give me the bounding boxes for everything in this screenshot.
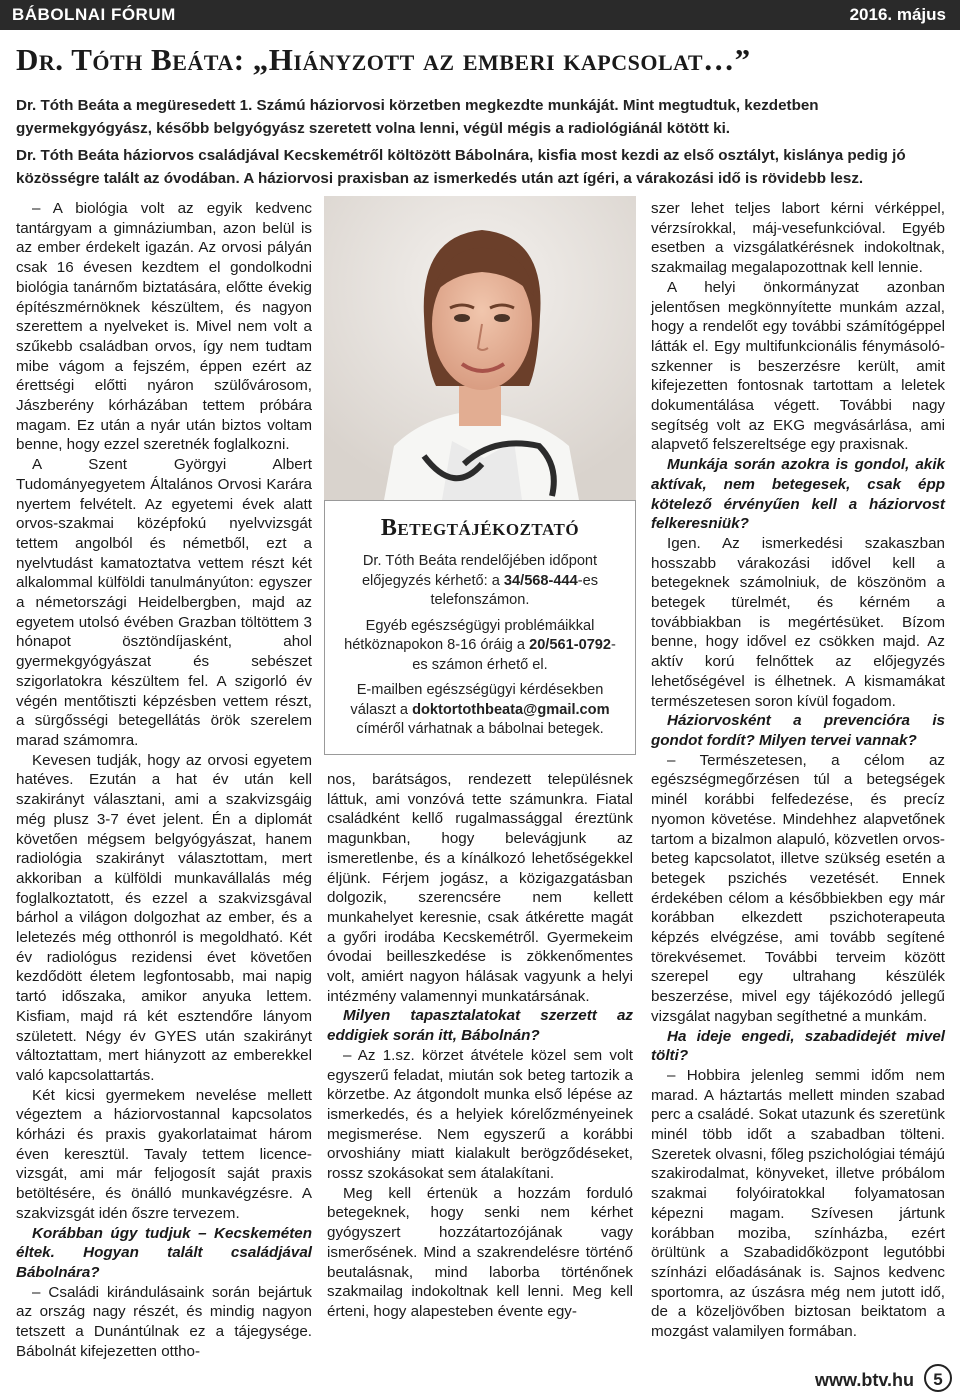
body-paragraph: Kevesen tudják, hogy az orvosi egyetem hatéves. Ezután a hat év után kell szakirányt választani, ami a szakvizsgáig még plusz 3-7 évet jelent. Én a diplomát követően mégsem belgyógyászat, hanem radiológia szakirányt választottam, mert akkoriban a külföldi munkavállalás még foglalkoztatott, és ezzel a szakvizsgával bárhol a világon dolgozhat az ember, és a leletezés még otthonról is megoldható. Két év radiológus rezidensi évet követően kezdődött életem legfontosabb, mai napig tartó időszaka, amikor anyuka lettem. Kisfiam, majd rá két esztendőre lányom született. Négy év GYES után szakirányt változtattam, mert hiányzott az emberekkel való kapcsolattartás.	[16, 751, 312, 1084]
interview-question: Munkája során azokra is gondol, akik aktívak, nem betegesek, csak épp kötelező érvényűen kell a háziorvost felkeresniük?	[651, 456, 945, 533]
body-paragraph: – A biológia volt az egyik kedvenc tantárgyam a gimnáziumban, azon belül is az ember érdekelt igazán. Az orvosi pályán csak 16 évesen kezdtem el gondolkodni biológia tanárnőm biztatására, előtte évekig építészmérnöknek készültem, és nagyon szerettem a nyelveket is. Mivel nem volt a szűkebb családban orvos, így nem tudtam mibe vágom a fejszém, éppen ezért az érettségi előtti nyáron szülővárosom, Jászberény kórházában tettem próbára magam. Ez után a nyár után biztos voltam benne, hogy ezzel szeretnék foglalkozni.	[16, 200, 312, 454]
info-text: címéről várhatnak a bábolnai betegek.	[356, 721, 604, 737]
interview-question: Korábban úgy tudjuk – Kecskeméten éltek. Hogyan talált családjával Bábolnára?	[16, 1224, 312, 1281]
info-appointment	[339, 552, 621, 611]
article-headline: Dr. Tóth Beáta: „Hiányzott az emberi kapcsolat…”	[16, 42, 751, 77]
info-box-title: Betegtájékoztató	[380, 515, 580, 541]
email-link[interactable]: doktortothbeata@gmail.com	[412, 701, 610, 718]
publication-title: BÁBOLNAI FÓRUM	[12, 5, 176, 24]
info-text: -es számon érhető el.	[412, 637, 616, 673]
info-text: Egyéb egészségügyi problémáikkal hétköznapokon 8-16 óráig a	[344, 617, 595, 653]
phone-number-1[interactable]: 34/568-444	[503, 572, 578, 589]
page-number: 5	[924, 1364, 952, 1392]
info-text: Dr. Tóth Beáta rendelőjében időpont előjegyzés kérhető: a	[361, 553, 598, 589]
website-link[interactable]: www.btv.hu	[815, 1370, 914, 1390]
interview-question: Ha ideje engedi, szabadidejét mivel tölti?	[651, 1027, 945, 1065]
body-paragraph: A Szent Györgyi Albert Tudományegyetem Általános Orvosi Karára nyertem felvételt. Az egyetemi évek alatt orvos-szakmai középfokú nyelvvizsgát tettem angolból és németből, ezt a nyelvtudást kamatoztatva vettem részt két alkalommal külföldi tanulmányúton: egyszer a németországi Heidelbergben, majd az egyetem utolsó évében Grazban töltöttem 3 hónapot ösztöndíjasként, ahol gyermekgyógyászat és sebészet szigorlatokra készültem fel. A szigorló év végén mentőtiszti képzésben vettem részt, a sürgősségi betegellátás örök szerelem marad számomra.	[16, 456, 312, 749]
interview-question: Milyen tapasztalatokat szerzett az eddigiek során itt, Bábolnán?	[327, 1007, 633, 1045]
article-lead	[16, 94, 946, 190]
portrait-photo	[324, 196, 636, 500]
info-text: -es telefonszámon.	[430, 572, 599, 608]
body-paragraph: Meg kell értenük a hozzám forduló betegeknek, hogy senki nem kérhet gyógyszert hozzátartozójának vagy ismerősének. Mind a szakrendelésre történő beutalásnak, mind laborba történőnek szakmailag indokoltnak kell lenni. Meg kell érteni, hogy alapesteben évente egy-	[327, 1184, 633, 1320]
info-text: E-mailben egészségügyi kérdésekben választ a	[350, 682, 604, 718]
interview-question: Háziorvosként a prevencióra is gondot fordít? Milyen tervei vannak?	[651, 712, 945, 749]
info-email	[339, 681, 621, 740]
body-paragraph: A helyi önkormányzat azonban jelentősen megkönnyítette munkám azzal, hogy a rendelőt egy további számítógéppel látták el. Egy multifunkcionális fénymásoló-szkenner is beszerzésre került, amit kifejezetten fontosnak tartottam a leletek dokumentálása végett. További nagy segítség volt az EKG megvásárlása, ami alapvető felszereltsége egy praxisnak.	[651, 278, 945, 454]
body-paragraph: Igen. Az ismerkedési szakaszban hosszabb várakozási idővel kell a betegeknek számolniuk, de köszönöm a betegek türelmét, és kérném a továbbiakban is megértésüket. Bízom benne, hogy idővel ez csökken majd. Az aktív korú felnőttek az előjegyzés lehetőségével is élhetnek. A kismamákat természetesen soron kívül fogadom.	[651, 534, 945, 710]
body-paragraph: – Családi kirándulásaink során bejártuk az ország nagy részét, és mindig nagyon tetszett a Dunántúlnak ez a tájegysége. Bábolnát kifejezetten ottho-	[16, 1283, 312, 1360]
body-paragraph: nos, barátságos, rendezett településnek láttuk, ami vonzóvá tette számunkra. Fiatal családként kellő rugalmassággal éreztünk magunkban, hogy belevágjunk az ismeretlenbe, és a kínálkozó lehetőségekkel éljünk. Férjem jogász, a közigazgatásban dolgozik, szerencsére nem kellett munkahelyet keresnie, csak átkérette magát a győri irodába Kecskemétről. Gyermekeim óvodai beilleszkedése is zökkenőmentes volt, amiért nagyon hálásak vagyunk a helyi intézmény valamennyi munkatársának.	[327, 771, 633, 1005]
patient-info-box	[324, 500, 636, 755]
issue-date: 2016. május	[849, 5, 946, 24]
portrait-illustration	[324, 196, 636, 500]
body-paragraph: Két kicsi gyermekem nevelése mellett végeztem a háziorvostannal kapcsolatos kórházi és praxis gyakorlataimat három éven keresztül. Tavaly tettem licence-vizsgát, ami már feljogosít saját praxis betöltésére, és önálló munkavégzésre. A szakvizsgát idén őszre tervezem.	[16, 1086, 312, 1222]
column-middle	[327, 770, 633, 1322]
header-bar	[0, 0, 960, 30]
lead-paragraph: Dr. Tóth Beáta háziorvos családjával Kecskemétről költözött Bábolnára, kisfia most kezdi az első osztályt, kislánya pedig jó közösségre talált az óvodában. A háziorvosi praxisban az ismerkedés után azt ígéri, a várakozási idő is rövidebb lesz.	[16, 147, 906, 187]
body-paragraph: – Az 1.sz. körzet átvétele közel sem volt egyszerű feladat, miután sok beteg tartozik a körzetbe. Az átgondolt munka első lépése az ismerkedés, és a helyiek kórelőzményeinek megismerése. Nem egyszerű a korábbi orvoshiány miatt kialakult berögződéseket, rossz szokásokat sem átalakítani.	[327, 1046, 633, 1183]
column-right	[651, 199, 945, 1342]
phone-number-2[interactable]: 20/561-0792	[529, 637, 612, 653]
lead-paragraph: Dr. Tóth Beáta a megüresedett 1. Számú háziorvosi körzetben megkezdte munkáját. Mint megtudtuk, kezdetben gyermekgyógyász, később belgyógyász szeretett volna lenni, végül mégis a radiológiánál kötött ki.	[16, 97, 819, 137]
body-paragraph: szer lehet teljes labort kérni vérképpel, vérzsírokkal, máj-vesefunkcióval. Egyéb esetben a vizsgálatkérésnek indokoltnak, szakmailag megalapozottnak kell lennie.	[651, 200, 945, 277]
body-paragraph: – Természetesen, a célom az egészségmegőrzésen túl a betegségek minél korábbi felfedezése, és precíz nyomon követése. Mindehhez alapvetőnek tartom a bizalmon alapuló, közvetlen orvos-beteg kapcsolatot, illetve szükség esetén a betegek pszichés vezetését. Ennek érdekében célom a későbbiekben egy már korábban elkezdett pszichoterapeuta képzés elvégzése, ami tovább segítené törekvésemet. További terveim között szerepel egy ultrahang készülék beszerzése, mivel egy tájékozódó jellegű vizsgálat nagyban segíthetné a munkám.	[651, 751, 945, 1025]
column-left	[16, 199, 312, 1361]
info-hours	[339, 617, 621, 676]
body-paragraph: – Hobbira jelenleg semmi időm nem marad. A háztartás mellett minden szabad perc a családé. Sokat utazunk és szeretünk minél több időt a szabadban tölteni. Szeretek olvasni, főleg pszichológiai témájú szakirodalmat, könyveket, illetve próbálom szakmai folyóiratokkal folyamatosan képezni magam. Szívesen jártunk korábban moziba, színházba, ezért örültünk a Szabadidőközpont legutóbbi színházi előadásának is. Sajnos kedvenc sportomra, az úszásra még nem jutott idő, de a közeljövőben biztosan beiktatom a mozgást valamilyen formában.	[651, 1066, 945, 1341]
